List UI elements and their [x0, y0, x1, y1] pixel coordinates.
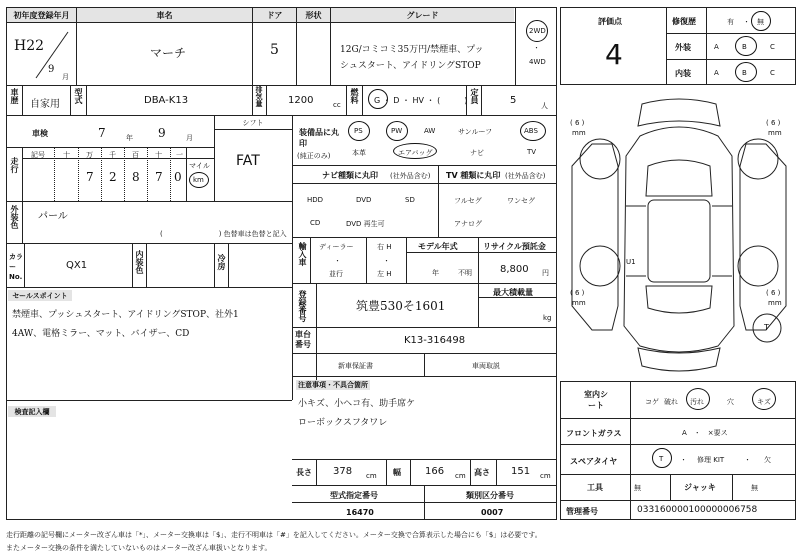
repair-option-no: 無	[757, 18, 764, 26]
mileage-digit-header-3: 百	[132, 151, 139, 159]
mileage-label: 走行	[10, 157, 19, 173]
interior-grade-b: B	[742, 69, 747, 77]
displacement-unit: cc	[333, 101, 341, 109]
notes-label: 注意事項・不具合箇所	[298, 381, 368, 389]
tread-rear-right: ( 6 )	[766, 289, 781, 297]
damage-mark-u1: U1	[626, 258, 636, 266]
score-label: 評価点	[598, 17, 622, 26]
exterior-grade-a: A	[714, 43, 719, 51]
class-no-label: 類別区分番号	[466, 491, 514, 500]
management-label: 管理番号	[566, 507, 598, 516]
equipment-item-abs: ABS	[524, 127, 538, 135]
windshield-value: A ・ ×要ス	[682, 429, 728, 437]
class-no-value: 0007	[481, 508, 504, 517]
model-year-label: モデル年式	[418, 242, 458, 251]
spare-tire-repair-kit: 修理 KIT	[697, 456, 725, 464]
mileage-digit-header-0: 十	[63, 151, 70, 159]
model-label: 型式	[74, 88, 83, 104]
interior-sheet-label: 室内シート	[584, 390, 608, 410]
footer-note-2: またメーター交換の条件を満たしていないものはメーター改ざん車扱いとなります。	[6, 544, 272, 552]
equipment-sublabel: (純正のみ)	[297, 152, 331, 160]
tread-front-left: ( 6 )	[570, 119, 585, 127]
spare-tire-missing: 欠	[764, 456, 771, 464]
first-reg-header: 初年度登録年月	[7, 8, 76, 22]
tread-front-left-mm: mm	[572, 129, 586, 137]
tread-rear-left-mm: mm	[572, 299, 586, 307]
import-lr-dot: ・	[383, 257, 390, 265]
spare-tire-label: スペアタイヤ	[570, 457, 618, 466]
equipment-item-pw: PW	[391, 127, 403, 135]
chassis-label: 車台番号	[295, 330, 311, 349]
mileage-unit-km: km	[193, 176, 204, 184]
fuel-label: 燃料	[350, 88, 359, 104]
inspection-month-unit: 月	[186, 134, 193, 142]
navi-item-cd: CD	[310, 219, 321, 227]
length-label: 長さ	[296, 468, 312, 477]
repair-option-yes: 有	[727, 18, 734, 26]
capacity-label: 定員	[470, 88, 479, 104]
tv-sub: (社外品含む)	[505, 172, 546, 180]
first-reg-month-unit: 月	[62, 73, 69, 81]
spare-tire-dot-1: ・	[680, 456, 687, 464]
notes-line-2: ローボックスフタワレ	[298, 418, 388, 428]
warranty-new-car: 新車保証書	[338, 362, 373, 370]
jack-value: 無	[751, 484, 758, 492]
registration-label: 登録番号	[298, 290, 307, 322]
mileage-digit-3: 8	[132, 170, 140, 184]
car-name-header: 車名	[77, 8, 252, 22]
sales-points-label: セールスポイント	[8, 290, 72, 301]
car-name-value: マーチ	[150, 46, 187, 60]
grade-header: グレード	[331, 8, 514, 22]
drive-4wd: 4WD	[529, 58, 546, 66]
fuel-options: G ・ D ・ HV ・ ( )	[374, 96, 468, 105]
mileage-digit-1: 7	[86, 170, 94, 184]
navi-item-hdd: HDD	[307, 196, 324, 204]
car-damage-diagram	[562, 96, 796, 374]
sheet-item-burn: コゲ	[645, 398, 659, 406]
equipment-item-navi: ナビ	[470, 149, 484, 157]
interior-grade-label: 内装	[675, 69, 691, 78]
interior-grade-c: C	[770, 69, 775, 77]
mileage-unit-mile: マイル	[189, 162, 210, 170]
first-reg-year: H22	[14, 38, 45, 54]
registration-value: 筑豊530そ1601	[356, 299, 446, 313]
first-reg-month: 9	[48, 64, 55, 75]
navi-sub: (社外品含む)	[390, 172, 431, 180]
shape-header: 形状	[297, 8, 330, 22]
import-right-h: 右 H	[377, 243, 392, 251]
type-no-value: 16470	[346, 508, 374, 517]
repair-dot: ・	[743, 18, 750, 26]
mileage-digit-2: 2	[109, 170, 117, 184]
import-left-h: 左 H	[377, 270, 392, 278]
width-unit: cm	[455, 472, 466, 480]
recycle-unit: 円	[542, 269, 549, 277]
color-no-value: QX1	[66, 260, 88, 271]
tools-value: 無	[634, 484, 641, 492]
windshield-label: フロントガラス	[566, 429, 622, 438]
height-label: 高さ	[474, 468, 490, 477]
height-unit: cm	[540, 472, 551, 480]
chassis-value: K13-316498	[404, 335, 466, 346]
exterior-color-note: ( ) 色替車は色替と記入	[160, 230, 287, 238]
equipment-item-ps: PS	[354, 127, 363, 135]
recycle-label: リサイクル預託金	[483, 242, 546, 251]
sheet-item-tear: 破れ	[664, 398, 678, 406]
color-no-label: カラーNo.	[9, 253, 23, 281]
navi-item-dvd: DVD	[356, 196, 372, 204]
max-load-label: 最大積載量	[493, 288, 533, 297]
drive-dot: ・	[533, 44, 540, 52]
recycle-value: 8,800	[500, 264, 529, 275]
warranty-manual: 車両取説	[472, 362, 500, 370]
exterior-color-value: パール	[38, 211, 68, 222]
height-value: 151	[511, 466, 531, 477]
import-dot: ・	[334, 257, 341, 265]
footer-note-1: 走行距離の記号欄にメーター改ざん車は「*」、メーター交換車は「$」、走行不明車は「#」を記入してください。メーター交換で合算表示した場合にも「$」は必要です。	[6, 531, 542, 539]
sheet-item-dirt: 汚れ	[690, 398, 704, 406]
navi-item-dvd-play: DVD 再生可	[346, 220, 385, 228]
doors-header: ドア	[253, 8, 296, 22]
type-no-label: 型式指定番号	[330, 491, 378, 500]
inspection-month: 9	[158, 126, 166, 140]
inspection-year-unit: 年	[126, 134, 133, 142]
length-value: 378	[333, 466, 353, 477]
doors-value: 5	[270, 42, 279, 58]
mileage-digit-header-5: 一	[176, 151, 183, 159]
displacement-label: 排気量	[255, 86, 263, 107]
model-year-value: 不明	[458, 269, 472, 277]
mileage-digit-5: 0	[174, 170, 182, 184]
sales-points-line-1: 禁煙車、プッシュスタート、アイドリングSTOP、社外1	[12, 310, 239, 320]
mileage-digit-4: 7	[155, 170, 163, 184]
import-parallel: 並行	[329, 270, 343, 278]
inspector-label: 検査記入欄	[8, 406, 56, 417]
length-unit: cm	[366, 472, 377, 480]
interior-grade-a: A	[714, 69, 719, 77]
inspection-label: 車検	[32, 129, 48, 138]
capacity-value: 5	[510, 95, 517, 106]
spare-marker-t: T	[764, 323, 769, 332]
model-value: DBA-K13	[144, 95, 189, 106]
spare-tire-dot-2: ・	[744, 456, 751, 464]
equipment-label: 装備品に丸印	[299, 128, 339, 148]
usage-value: 自家用	[30, 99, 60, 110]
exterior-grade-label: 外装	[675, 43, 691, 52]
notes-line-1: 小キズ、小ヘコ有、助手席ケ	[298, 399, 416, 409]
tv-item-analog: アナログ	[454, 220, 482, 228]
navi-item-sd: SD	[405, 196, 415, 204]
max-load-unit: kg	[543, 314, 552, 322]
repair-label: 修復歴	[672, 17, 696, 26]
exterior-grade-b: B	[742, 43, 747, 51]
mileage-sign-label: 記号	[31, 151, 45, 159]
tv-item-oneseg: ワンセグ	[507, 197, 535, 205]
tv-item-fullseg: フルセグ	[454, 197, 482, 205]
equipment-item-sunroof: サンルーフ	[458, 128, 493, 136]
inspection-year: 7	[98, 126, 106, 140]
import-dealer: ディーラー	[319, 243, 354, 251]
tv-label: TV 種類に丸印	[446, 171, 501, 180]
width-value: 166	[425, 466, 445, 477]
drive-2wd: 2WD	[529, 27, 546, 35]
exterior-grade-c: C	[770, 43, 775, 51]
exterior-color-label: 外装色	[10, 205, 19, 229]
model-year-unit: 年	[432, 269, 439, 277]
mileage-digit-header-4: 十	[155, 151, 162, 159]
displacement-value: 1200	[288, 95, 314, 106]
grade-line-2: シュスタート、アイドリングSTOP	[340, 61, 481, 71]
score-value: 4	[605, 38, 623, 71]
equipment-item-airbag: エアバッグ	[398, 149, 433, 157]
navi-label: ナビ種類に丸印	[322, 171, 378, 180]
tread-rear-right-mm: mm	[768, 299, 782, 307]
usage-label: 車歴	[10, 88, 19, 104]
mileage-digit-header-1: 万	[86, 151, 93, 159]
form-left	[6, 7, 557, 520]
sales-points-line-2: 4AW、電格ミラー、マット、バイザー、CD	[12, 329, 190, 339]
spare-tire-t: T	[659, 455, 664, 463]
width-label: 幅	[393, 468, 401, 477]
sheet-item-scratch: キズ	[757, 398, 771, 406]
shift-label: シフト	[215, 116, 291, 129]
tread-rear-left: ( 6 )	[570, 289, 585, 297]
equipment-item-aw: AW	[424, 127, 436, 135]
grade-line-1: 12G/コミコミ35万円/禁煙車、プッ	[340, 45, 484, 55]
shift-value: FAT	[236, 153, 260, 169]
import-label: 輸入車	[298, 242, 307, 266]
capacity-unit: 人	[541, 102, 548, 110]
jack-label: ジャッキ	[684, 483, 716, 492]
equipment-item-leather: 本革	[352, 149, 366, 157]
tools-label: 工具	[587, 483, 603, 492]
interior-color-label: 内装色	[135, 250, 144, 274]
equipment-item-tv: TV	[527, 148, 537, 156]
refrigerator-label: 冷房	[217, 254, 226, 270]
mileage-digit-header-2: 千	[109, 151, 116, 159]
tread-front-right: ( 6 )	[766, 119, 781, 127]
management-value: 033160000100000006758	[637, 505, 758, 515]
tread-front-right-mm: mm	[768, 129, 782, 137]
sheet-item-hole: 穴	[727, 398, 734, 406]
